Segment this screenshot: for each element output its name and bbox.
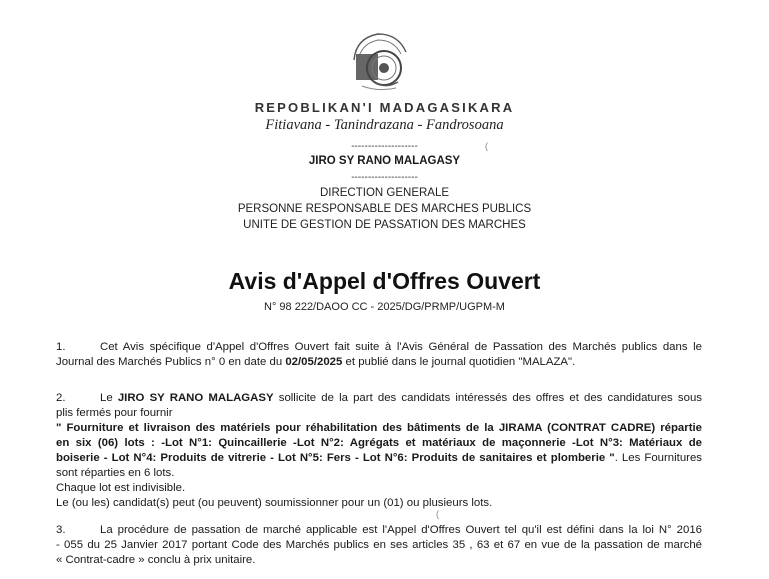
paragraph-3 (56, 523, 702, 568)
scan-mark: ( (485, 141, 488, 151)
organization-name: JIRO SY RANO MALAGASY (308, 155, 461, 167)
paragraph-number: 3. (56, 524, 66, 536)
department-line: DIRECTION GENERALE (319, 187, 450, 199)
paragraph-line: Chaque lot est indivisible. (56, 482, 186, 494)
paragraph-line: « Contrat-cadre » conclu à prix unitaire. (56, 554, 256, 566)
document-title: Avis d'Appel d'Offres Ouvert (228, 268, 541, 294)
paragraph-number: 1. (56, 341, 66, 353)
procurement-object-line: " Fourniture et livraison des matériels pour réhabilitation des bâtiments de la JIRAMA (CONTRAT CADRE) répartie (56, 422, 702, 434)
paragraph-line: 3. La procédure de passation de marché applicable est l'Appel d'Offres Ouvert tel qu'il est défini dans la loi N° 2016 (56, 524, 702, 536)
procurement-object-line: boiserie - Lot N°4: Produits de vitrerie - Lot N°5: Fers - Lot N°6: Produits de sanitaires et plomberie ". Les Fournitures (56, 452, 702, 464)
reference-number: N° 98 222/DAOO CC - 2025/DG/PRMP/UGPM-M (264, 301, 505, 313)
paragraph-line: 2. Le JIRO SY RANO MALAGASY sollicite de la part des candidats intéressés des offres et des candidatures sous (56, 392, 702, 404)
separator-dashes: -------------------- (351, 172, 418, 183)
date-emphasis: 02/05/2025 (285, 356, 343, 368)
separator-dashes: -------------------- (351, 141, 418, 152)
country-name: REPOBLIKAN'I MADAGASIKARA (254, 100, 515, 115)
paragraph-1 (56, 340, 702, 370)
paragraph-line: Le (ou les) candidat(s) peut (ou peuvent) soumissionner pour un (01) ou plusieurs lots. (56, 497, 493, 509)
paragraph-2 (56, 391, 702, 511)
paragraph-line: plis fermés pour fournir (56, 407, 173, 419)
department-line: UNITE DE GESTION DE PASSATION DES MARCHES (243, 219, 526, 231)
paragraph-line: - 055 du 25 Janvier 2017 portant Code des Marchés publics en ses articles 35 , 63 et 67 en vue de la passation de marché (56, 539, 702, 551)
paragraph-line: 1. Cet Avis spécifique d'Appel d'Offres Ouvert fait suite à l'Avis Général de Passation des Marchés publics dans le (56, 341, 702, 353)
national-seal-emblem (348, 30, 410, 94)
national-motto: Fitiavana - Tanindrazana - Fandrosoana (265, 117, 504, 133)
procurement-object-line: en six (06) lots : -Lot N°1: Quincaillerie -Lot N°2: Agrégats et matériaux de maçonnerie -Lot N°3: Matériaux de (56, 437, 702, 449)
paragraph-number: 2. (56, 392, 66, 404)
department-line: PERSONNE RESPONSABLE DES MARCHES PUBLICS (237, 203, 532, 215)
organization-emphasis: JIRO SY RANO MALAGASY (117, 392, 274, 404)
paragraph-line: sont réparties en 6 lots. (56, 467, 175, 479)
scan-mark: ( (436, 509, 439, 519)
paragraph-line: Journal des Marchés Publics n° 0 en date du 02/05/2025 et publié dans le journal quotidien "MALAZA". (56, 356, 576, 368)
